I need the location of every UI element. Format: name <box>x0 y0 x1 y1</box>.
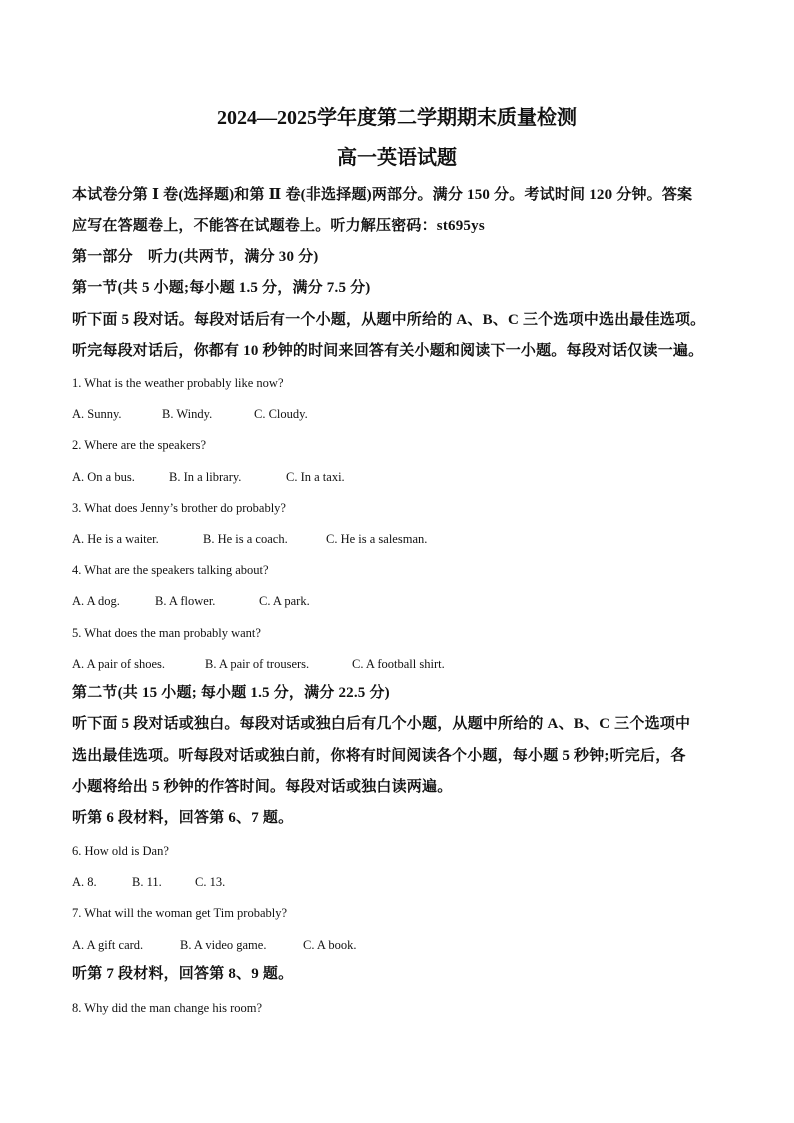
section1-title: 第一节(共 5 小题;每小题 1.5 分，满分 7.5 分) <box>72 280 371 296</box>
question-6-options <box>72 874 726 890</box>
option-c: C. In a taxi. <box>286 470 345 484</box>
option-c: C. He is a salesman. <box>326 532 428 546</box>
option-a: A. A pair of shoes. <box>72 657 166 671</box>
option-b: B. Windy. <box>162 407 213 421</box>
exam-subtitle: 高一英语试题 <box>337 147 457 169</box>
option-c: C. 13. <box>195 875 226 889</box>
question-3-options <box>72 531 726 547</box>
option-b: B. 11. <box>132 875 162 889</box>
intro-line-1: 本试卷分第 Ⅰ 卷(选择题)和第 Ⅱ 卷(非选择题)两部分。满分 150 分。考试时间 120 分钟。答案 <box>72 187 693 203</box>
option-a: A. Sunny. <box>72 407 122 421</box>
option-c: C. A football shirt. <box>352 657 445 671</box>
section2-title: 第二节(共 15 小题; 每小题 1.5 分，满分 22.5 分) <box>72 685 390 701</box>
material-7-title: 听第 7 段材料，回答第 8、9 题。 <box>72 966 294 982</box>
option-b: B. A pair of trousers. <box>205 657 310 671</box>
section1-instruction-2: 听完每段对话后，你都有 10 秒钟的时间来回答有关小题和阅读下一小题。每段对话仅读一遍。 <box>72 343 704 359</box>
question-1-options <box>72 406 726 422</box>
option-b: B. A flower. <box>155 594 216 608</box>
option-a: A. A dog. <box>72 594 120 608</box>
question-1: 1. What is the weather probably like now? <box>72 376 284 390</box>
intro-line-2: 应写在答题卷上，不能答在试题卷上。听力解压密码：st695ys <box>72 218 485 234</box>
question-7-options <box>72 937 726 953</box>
option-b: B. A video game. <box>180 938 267 952</box>
question-4-options <box>72 593 726 609</box>
option-b: B. In a library. <box>169 470 242 484</box>
question-2: 2. Where are the speakers? <box>72 438 207 452</box>
option-c: C. Cloudy. <box>254 407 308 421</box>
option-b: B. He is a coach. <box>203 532 288 546</box>
question-2-options <box>72 469 726 485</box>
question-7: 7. What will the woman get Tim probably? <box>72 906 288 920</box>
material-6-title: 听第 6 段材料，回答第 6、7 题。 <box>72 810 294 826</box>
section2-instruction-1: 听下面 5 段对话或独白。每段对话或独白后有几个小题，从题中所给的 A、B、C 三个选项中 <box>72 716 691 732</box>
question-5: 5. What does the man probably want? <box>72 626 261 640</box>
exam-title: 2024—2025学年度第二学期期末质量检测 <box>217 107 577 129</box>
section2-instruction-2: 选出最佳选项。听每段对话或独白前，你将有时间阅读各个小题，每小题 5 秒钟;听完后，各 <box>72 748 686 764</box>
section1-instruction-1: 听下面 5 段对话。每段对话后有一个小题，从题中所给的 A、B、C 三个选项中选出最佳选项。 <box>72 312 706 328</box>
section2-instruction-3: 小题将给出 5 秒钟的作答时间。每段对话或独白读两遍。 <box>72 779 453 795</box>
question-6: 6. How old is Dan? <box>72 844 169 858</box>
option-a: A. On a bus. <box>72 470 135 484</box>
option-c: C. A book. <box>303 938 357 952</box>
part1-title: 第一部分 听力(共两节，满分 30 分) <box>72 249 319 265</box>
option-c: C. A park. <box>259 594 310 608</box>
question-3: 3. What does Jenny’s brother do probably? <box>72 501 286 515</box>
question-5-options <box>72 656 726 672</box>
option-a: A. He is a waiter. <box>72 532 159 546</box>
option-a: A. 8. <box>72 875 97 889</box>
question-4: 4. What are the speakers talking about? <box>72 563 269 577</box>
question-8: 8. Why did the man change his room? <box>72 1001 263 1015</box>
option-a: A. A gift card. <box>72 938 144 952</box>
